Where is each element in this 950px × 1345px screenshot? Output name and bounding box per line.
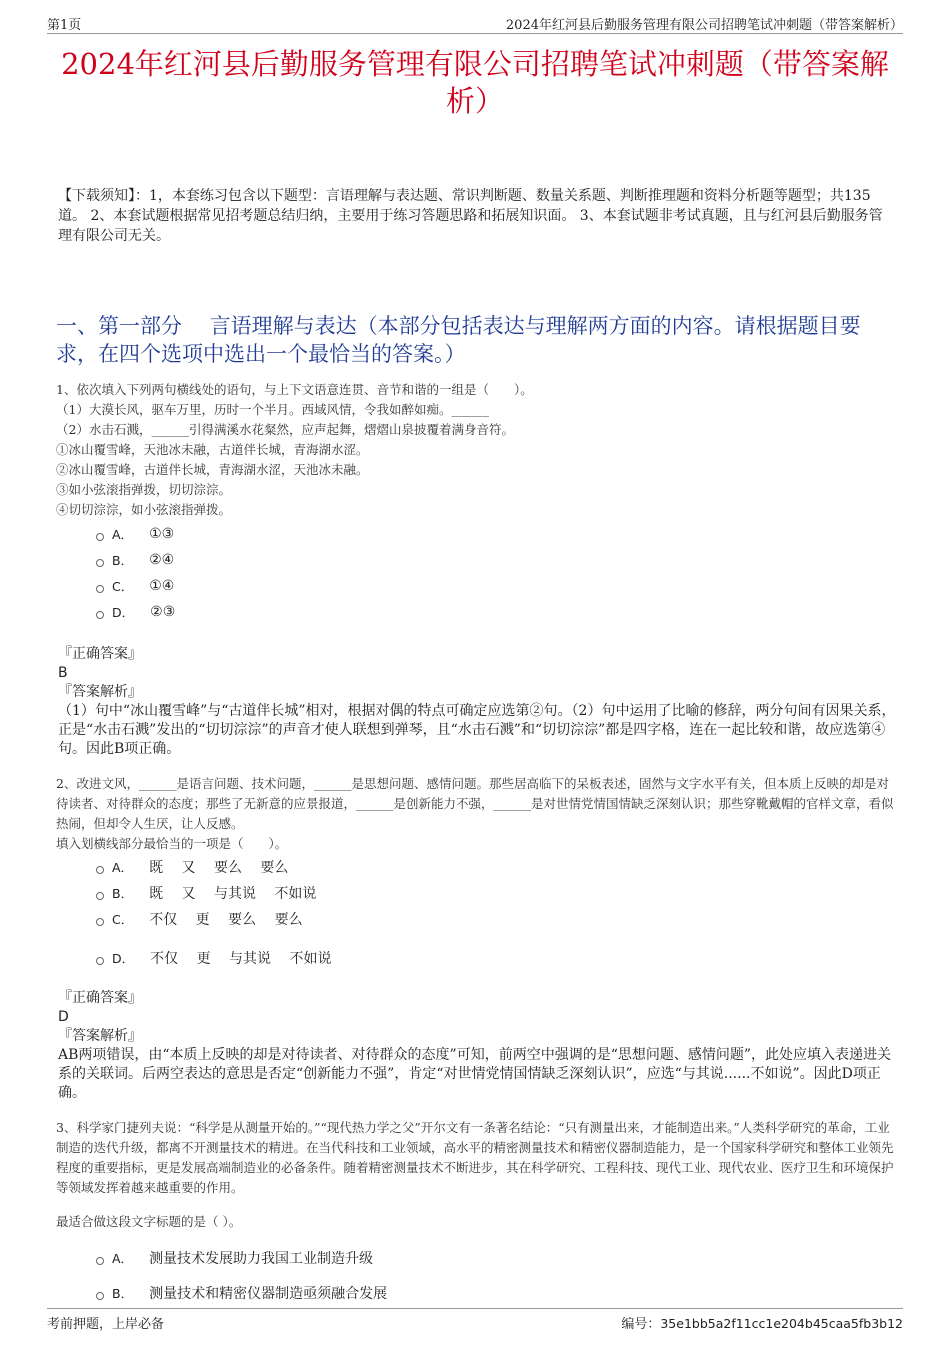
answer-value: D [58,1009,69,1025]
radio-button[interactable] [96,957,104,965]
option-a[interactable]: A． ①③ [96,525,174,543]
question-1-stem [56,380,898,520]
analysis-label: 『答案解析』 [58,684,142,700]
question-line: 2、改进文风，______是语言问题、技术问题，______是思想问题、感情问题。那些居高临下的呆板表述，固然与文字水平有关，但本质上反映的却是对待读者、对待群众的态度；那些了无新意的应景报道，______是创新能力不强，______是对世情党情国情缺乏深刻认识；那些穿靴戴帽的官样文章，看似热闹，但却令人生厌，让人反感。 [56,776,894,831]
question-3-stem [56,1118,898,1198]
option-d[interactable]: D． ②③ [96,603,175,621]
footer-divider [47,1308,903,1309]
answer-label: 『正确答案』 [58,646,142,662]
radio-button[interactable] [96,866,104,874]
question-line: ②冰山覆雪峰，古道伴长城，青海湖水涩，天池冰未融。 [56,462,369,477]
option-c[interactable]: C． ①④ [96,577,174,595]
question-3-prompt: 最适合做这段文字标题的是（ ）。 [56,1214,242,1229]
option-a[interactable]: A． 测量技术发展助力我国工业制造升级 [96,1248,373,1268]
radio-button[interactable] [96,1257,104,1265]
radio-button[interactable] [96,1292,104,1300]
radio-button[interactable] [96,892,104,900]
question-line: ④切切淙淙，如小弦滚指弹拨。 [56,502,232,517]
download-notice: 【下载须知】：1，本套练习包含以下题型：言语理解与表达题、常识判断题、数量关系题、判断推理题和资料分析题等题型；共135道。 2、本套试题根据常见招考题总结归纳，主要用于练习答题思路和拓展知识面。 3、本套试题非考试真题，且与红河县后勤服务管理有限公司无关。 [58,188,883,244]
footer-slogan: 考前押题，上岸必备 [47,1317,165,1332]
section-heading: 一、第一部分 言语理解与表达（本部分包括表达与理解两方面的内容。请根据题目要求，在四个选项中选出一个最恰当的答案。） [56,314,861,366]
question-line: 3、科学家门捷列夫说：“科学是从测量开始的。”“现代热力学之父”开尔文有一条著名结论：“只有测量出来，才能制造出来。”人类科学研究的革命，工业制造的迭代升级，都离不开测量技术的精进。在当代科技和工业领域，高水平的精密测量技术和精密仪器制造能力，是一个国家科学研究和整体工业领先程度的重要指标，更是发展高端制造业的必备条件。随着精密测量技术不断进步，其在科学研究、工程科技、现代工业、现代农业、医疗卫生和环境保护等领域发挥着越来越重要的作用。 [56,1120,894,1195]
running-header-title: 2024年红河县后勤服务管理有限公司招聘笔试冲刺题（带答案解析） [505,18,903,33]
footer-code-label: 编号： [621,1317,661,1332]
header-divider [47,33,903,34]
option-a[interactable]: A． 既 又 要么 要么 [96,857,288,877]
question-2-answer [58,989,898,1103]
option-b[interactable]: B． 既 又 与其说 不如说 [96,883,316,903]
question-line: ①冰山覆雪峰，天池冰未融，古道伴长城，青海湖水涩。 [56,442,369,457]
footer-code-value: 35e1bb5a2f11cc1e204b45caa5fb3b12 [660,1316,903,1331]
radio-button[interactable] [96,533,104,541]
document-title: 2024年红河县后勤服务管理有限公司招聘笔试冲刺题（带答案解析） [61,47,889,118]
analysis-text: AB两项错误，由“本质上反映的却是对待读者、对待群众的态度”可知，前两空中强调的是“思想问题、感情问题”，此处应填入表递进关系的关联词。后两空表达的意思是否定“创新能力不强”，肯定“对世情党情国情缺乏深刻认识”，应选“与其说......不如说”。因此D项正确。 [58,1047,892,1101]
analysis-text: （1）句中“冰山覆雪峰”与“古道伴长城”相对，根据对偶的特点可确定应选第②句。（2）句中运用了比喻的修辞，两分句间有因果关系，正是“水击石溅”发出的“切切淙淙”的声音才使人联想到弹琴，且“水击石溅”和“切切淙淙”都是四字格，连在一起比较和谐，故应选第④句。因此B项正确。 [58,703,896,757]
answer-label: 『正确答案』 [58,990,142,1006]
radio-button[interactable] [96,918,104,926]
option-d[interactable]: D． 不仅 更 与其说 不如说 [96,948,332,968]
question-line: ③如小弦滚指弹拨，切切淙淙。 [56,482,232,497]
answer-value: B [58,665,68,681]
page-number: 第1页 [47,18,82,33]
footer-code [621,1313,903,1332]
question-line: 1、依次填入下列两句横线处的语句，与上下文语意连贯、音节和谐的一组是（ ）。 [56,382,533,397]
question-line: （1）大漠长风，驱车万里，历时一个半月。西域风情，令我如醉如痴。______ [56,402,489,417]
question-line: 填入划横线部分最恰当的一项是（ ）。 [56,836,288,851]
question-2-stem [56,774,898,854]
radio-button[interactable] [96,585,104,593]
question-1-answer [58,645,898,759]
option-b[interactable]: B． ②④ [96,551,174,569]
option-c[interactable]: C． 不仅 更 要么 要么 [96,909,303,929]
option-b[interactable]: B． 测量技术和精密仪器制造亟须融合发展 [96,1283,387,1303]
radio-button[interactable] [96,611,104,619]
analysis-label: 『答案解析』 [58,1028,142,1044]
radio-button[interactable] [96,559,104,567]
question-line: （2）水击石溅，______引得满溪水花粲然，应声起舞，熠熠山泉披覆着满身音符。 [56,422,514,437]
